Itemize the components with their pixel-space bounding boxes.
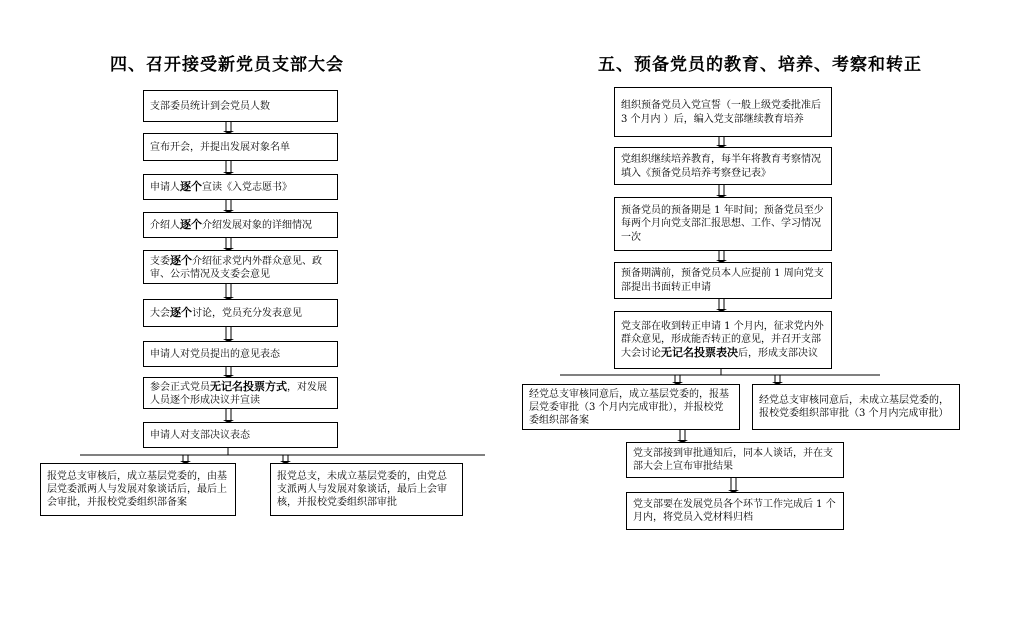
left-arrow-4	[226, 238, 231, 248]
right-arrow-4	[719, 299, 724, 309]
right-step-4: 预备期满前，预备党员本人应提前 1 周向党支部提出书面转正申请	[614, 262, 832, 299]
left-split-line	[80, 448, 485, 455]
left-arrow-2	[226, 161, 231, 172]
right-branch-1: 经党总支审核同意后，成立基层党委的，报基层党委审批（3 个月内完成审批），并报校党委组织部备案	[522, 384, 740, 430]
right-arrow-1	[719, 137, 724, 145]
right-arrow-branch-1	[675, 375, 680, 382]
right-branch-2: 经党总支审核同意后，未成立基层党委的，报校党委组织部审批（3 个月内完成审批）	[752, 384, 960, 430]
left-arrow-6	[226, 327, 231, 339]
left-arrow-3	[226, 200, 231, 210]
right-step-3: 预备党员的预备期是 1 年时间；预备党员至少每两个月向党支部汇报思想、工作、学习情况一次	[614, 197, 832, 251]
left-step-4: 介绍人逐个介绍发展对象的详细情况	[143, 212, 338, 238]
left-step-9: 申请人对支部决议表态	[143, 422, 338, 448]
right-after-2: 党支部要在发展党员各个环节工作完成后 1 个月内，将党员入党材料归档	[626, 492, 844, 530]
left-arrow-7	[226, 367, 231, 375]
left-arrow-branch-1	[183, 455, 188, 461]
left-step-1: 支部委员统计到会党员人数	[143, 90, 338, 122]
left-step-8: 参会正式党员无记名投票方式，对发展人员逐个形成决议并宣读	[143, 377, 338, 409]
left-arrow-8	[226, 409, 231, 420]
right-step-2: 党组织继续培养教育，每半年将教育考察情况填入《预备党员培养考察登记表》	[614, 147, 832, 185]
right-arrow-6	[731, 478, 736, 490]
left-arrow-branch-2	[283, 455, 288, 461]
right-arrow-branch-2	[775, 375, 780, 382]
left-branch-2: 报党总支，未成立基层党委的，由党总支派两人与发展对象谈话，最后上会审核，并报校党委组织部审批	[270, 463, 463, 516]
right-section-title: 五、预备党员的教育、培养、考察和转正	[598, 55, 922, 75]
right-arrow-5	[680, 430, 685, 440]
right-after-1: 党支部接到审批通知后，同本人谈话，并在支部大会上宣布审批结果	[626, 442, 844, 478]
right-arrow-3	[719, 251, 724, 260]
left-step-6: 大会逐个讨论，党员充分发表意见	[143, 299, 338, 327]
left-arrow-5	[226, 284, 231, 297]
left-step-3: 申请人逐个宣读《入党志愿书》	[143, 174, 338, 200]
left-branch-1: 报党总支审核后，成立基层党委的，由基层党委派两人与发展对象谈话后，最后上会审批，并报校党委组织部备案	[40, 463, 236, 516]
left-arrow-1	[226, 122, 231, 131]
right-arrow-2	[719, 185, 724, 195]
right-step-5: 党支部在收到转正申请 1 个月内，征求党内外群众意见，形成能否转正的意见，并召开支部大会讨论无记名投票表决后，形成支部决议	[614, 311, 832, 369]
right-split-line	[560, 369, 880, 375]
left-step-5: 支委逐个介绍征求党内外群众意见、政审、公示情况及支委会意见	[143, 250, 338, 284]
left-step-7: 申请人对党员提出的意见表态	[143, 341, 338, 367]
right-step-1: 组织预备党员入党宣誓（一般上级党委批准后 3 个月内 ）后，编入党支部继续教育培养	[614, 87, 832, 137]
left-step-2: 宣布开会，并提出发展对象名单	[143, 133, 338, 161]
left-section-title: 四、召开接受新党员支部大会	[110, 55, 344, 75]
